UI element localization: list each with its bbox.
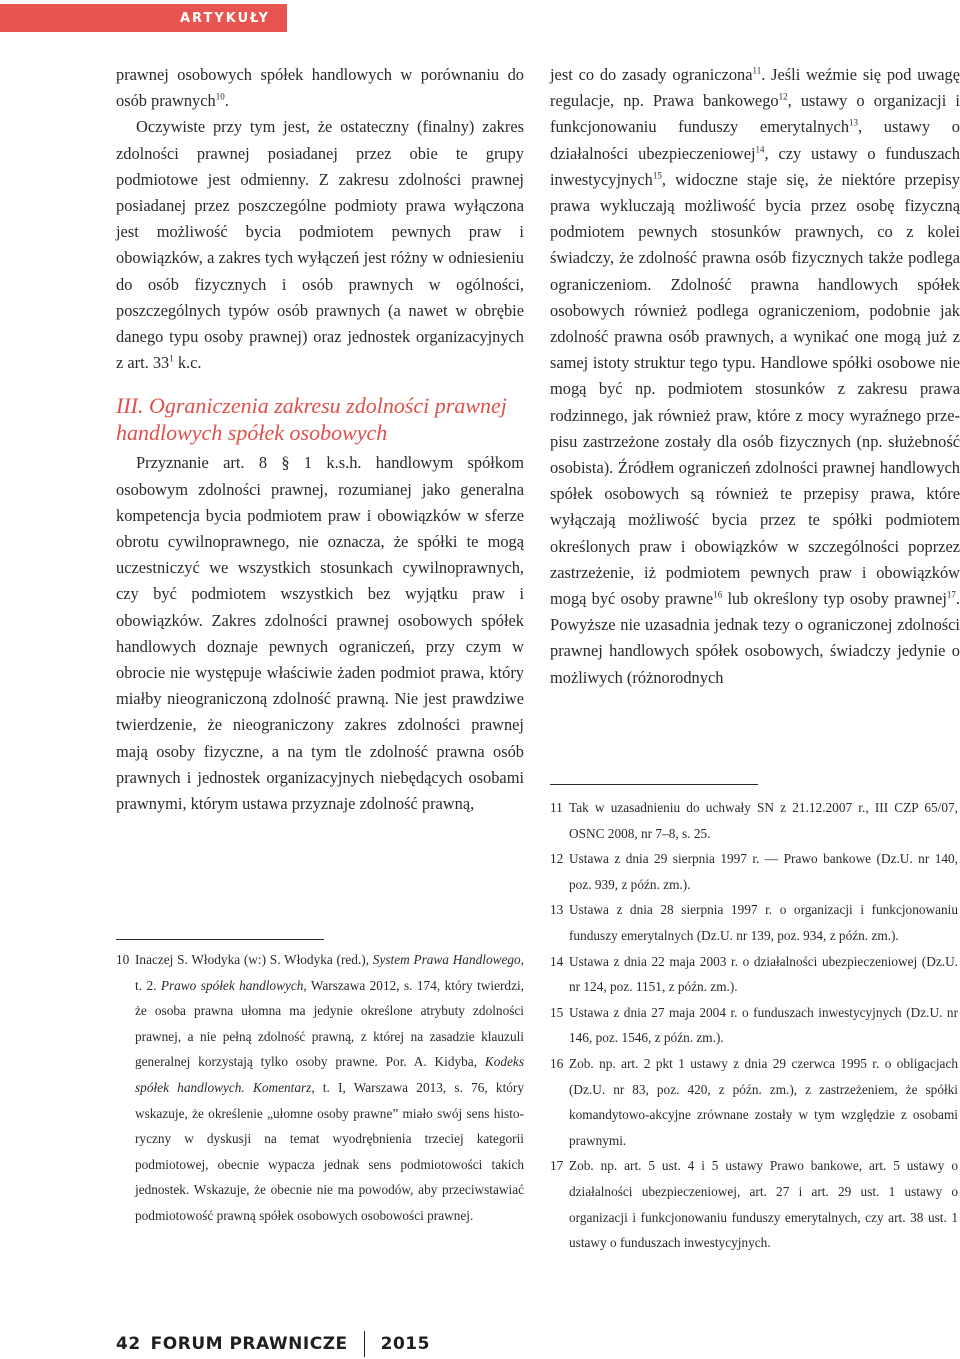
footnote-14: [550, 949, 958, 1000]
right-column: [550, 62, 960, 691]
section-tag: ARTYKUŁY: [0, 4, 287, 32]
footnote-number: 17: [550, 1158, 564, 1174]
footnote-text: Tak w uzasadnieniu do uchwały SN z 21.12.2007 r., III CZP 65/07, OSNC 2008, nr 7–8, s. 25.: [569, 800, 958, 841]
footnote-text: Ustawa z dnia 27 maja 2004 r. o funduszach inwestycyjnych (Dz.U. nr 146, poz. 1546, z późn. zm.).: [569, 1004, 958, 1046]
section-heading: III. Ograniczenia zakresu zdolności prawnej handlowych spółek osobowych: [116, 393, 507, 446]
fn-title: Prawo spółek handlowych: [160, 977, 304, 993]
footer-divider: [364, 1331, 365, 1357]
footnote-divider-right: [550, 784, 758, 785]
paragraph-3: Przyznanie art. 8 § 1 k.s.h. handlowym spółkom osobowym zdolności prawnej, rozumianej jako generalna kompetencja bycia podmiotem praw i obowiązków w sferze obrotu cywilnoprawnego, nie oznacza, że spółki te mogą uczestniczyć we wszystkich stosunkach cywilnoprawnych, czy być podmiotem wszystkich bez wyjątku praw i obowiązków. Zakres zdolności prawnej osobowych spółek handlowych doznaje pewnych ograniczeń, przy czym w obrocie nie występuje właściwie żaden podmiot prawa, który miałby nieograniczoną zdolność prawną. Nie jest prawdziwe twierdzenie, że nieograniczony zakres zdolności prawnej mają osoby fizyczne, a na tym tle zdolność prawna osób prawnych i jednostek organizacyjnych niebędących osobami prawnymi, którym ustawa przyznaje zdolność prawną,: [116, 453, 524, 814]
fn-segment: Inaczej S. Włodyka (w:) S. Włodyka (red.),: [135, 952, 373, 967]
footnote-ref-16[interactable]: 16: [713, 589, 723, 600]
footnote-text: Ustawa z dnia 29 sierpnia 1997 r. — Prawo bankowe (Dz.U. nr 140, poz. 939, z późn. zm.).: [569, 851, 958, 892]
footnote-ref-10[interactable]: 10: [215, 91, 225, 102]
fn-title: Kodeks spółek handlowych. Komentarz: [135, 1054, 524, 1095]
text-segment: lub określony typ osoby prawnej: [722, 589, 947, 609]
footnote-number: 16: [550, 1055, 564, 1071]
footnote-number: 15: [550, 1004, 564, 1020]
paragraph-1: [116, 62, 524, 114]
footnote-12: [550, 846, 958, 897]
fn-segment: , t. 2.: [135, 952, 524, 993]
paragraph-1-end: .: [224, 91, 229, 111]
footnote-ref-14[interactable]: 14: [755, 144, 765, 155]
footnote-text: Ustawa z dnia 28 sierpnia 1997 r. o organizacji i funkcjonowaniu funduszy emerytalnych (Dz.U. nr 139, poz. 934, z późn. zm.).: [569, 902, 958, 943]
footnote-10: [116, 947, 524, 1229]
text-segment: . Powyższe nie uzasadnia jednak tezy o ograniczonej zdolności prawnej handlowych spółek osobowych, świadczy jedynie o możliwych (różnorodnych: [550, 589, 960, 687]
footnote-16: [550, 1051, 958, 1153]
footnote-number: 13: [550, 902, 564, 918]
text-segment: , ustawy o działalności ubezpieczeniowej: [550, 117, 960, 163]
footnote-number: 11: [550, 800, 563, 815]
page-number: 42: [116, 1334, 141, 1354]
footnote-ref-17[interactable]: 17: [946, 589, 956, 600]
text-segment: jest co do zasady ograniczona: [550, 65, 753, 84]
superscript-1: 1: [169, 353, 174, 364]
footnote-text: Ustawa z dnia 22 maja 2003 r. o działalności ubezpieczeniowej (Dz.U. nr 124, poz. 1151, z późn. zm.).: [569, 953, 958, 995]
footnotes-left: [116, 947, 524, 1229]
text-segment: , czy ustawy o funduszach inwestycyjnych: [550, 143, 960, 189]
left-column: [116, 62, 524, 817]
footnote-15: [550, 1000, 958, 1051]
page-footer: [116, 1330, 430, 1358]
text-segment: , widoczne staje się, że niektóre przepisy prawa wykluczają możliwość bycia przez osobę fizyczną podmiotem pewnych stosunków prawnych, co z kolei świadczy, że zdolność prawna osób fizycznych także podlega ograniczeniom. Zdolność prawna handlowych spółek osobowych również podlega ograniczeniom, podobnie jak zdolność prawna osób prawnych, a wynikać one mogą już z samej istoty struktur tego typu. Handlowe spółki osobowe nie mogą być np. podmiotem stosunków z zakresu prawa rodzinnego, jak również praw, które z mocy wyraźnego przepisu zastrzeżone zostały dla osób fizycznych (np. służebność osobista). Źródłem ograniczeń zdolności prawnej handlowych spółek osobowych są również te przepisy prawa, które wyłączają możliwość bycia przez te spółki podmiotem określonych praw i obowiązków w szczególności poprzez zastrzeżenie, iż podmiotem pewnych praw i obowiązków mogą być osoby prawne: [550, 169, 960, 609]
paragraph-2-text: Oczywiste przy tym jest, że ostateczny (finalny) zakres zdolności prawnej posiadanej przez obie te grupy podmiotowe jest odmienny. Z zakresu zdolności prawnej posiadanej przez poszczególne podmioty prawa wyłączona jest możliwość bycia podmiotem pewnych praw i obowiązków, a zakres tych wyłączeń jest różny w odniesieniu do osób fizycznych i osób prawnych w ogólności, poszczególnych typów osób prawnych (a nawet w obrębie danego typu osoby prawnej) oraz jednostek organizacyjnych z art. 33: [116, 117, 524, 373]
paragraph-4: [550, 62, 960, 691]
footnote-number: 14: [550, 953, 564, 969]
journal-name: FORUM PRAWNICZE: [150, 1334, 348, 1354]
footnote-text: Zob. np. art. 5 ust. 4 i 5 ustawy Prawo bankowe, art. 5 ustawy o działalności ubezpieczeniowej, art. 27 i art. 29 ust. 1 ustawy o organizacji i funkcjonowaniu funduszy emerytalnych, czy art. 38 ust. 1 ustawy o funduszach inwestycyjnych.: [569, 1158, 958, 1251]
footnote-13: [550, 897, 958, 948]
footnote-11: [550, 795, 958, 846]
paragraph-2-end: k.c.: [173, 353, 202, 373]
footnote-ref-12[interactable]: 12: [778, 91, 788, 102]
footnote-text: Zob. np. art. 2 pkt 1 ustawy z dnia 29 czerwca 1995 r. o obligacjach (Dz.U. nr 83, poz. 420, z późn. zm.), z zastrzeżeniem, że spółki komandytowo-akcyjne zrównane zostały w tym względzie z osobami prawnymi.: [569, 1055, 958, 1148]
footnote-number: 10: [116, 952, 130, 967]
footnote-17: [550, 1153, 958, 1255]
footnote-number: 12: [550, 851, 564, 867]
journal-year: 2015: [380, 1334, 430, 1354]
footnotes-right: [550, 795, 958, 1256]
paragraph-2: [116, 114, 524, 376]
fn-segment: , t. I, Warszawa 2013, s. 76, który wskazuje, że określenie „ułomne osoby prawne” miało swój sens historyczny w dyskusji na temat wyodrębnienia trzeciej kategorii podmiotowej, obecnie wypacza jednak sens podmiotowości takich jednostek. Wskazuje, że obecnie nie ma powodów, aby przeciwstawiać podmiotowość prawną spółek osobowych osobowości prawnej.: [135, 1079, 525, 1223]
paragraph-1-text: prawnej osobowych spółek handlowych w porównaniu do osób prawnych: [116, 65, 524, 111]
footnote-ref-15[interactable]: 15: [652, 170, 662, 181]
text-segment: , ustawy o organizacji i funkcjonowaniu funduszy emerytalnych: [550, 91, 960, 137]
footnote-divider-left: [116, 939, 324, 940]
footnote-text: [135, 947, 524, 1229]
footnote-ref-11[interactable]: 11: [752, 65, 762, 76]
fn-title: System Prawa Handlowego: [372, 952, 521, 967]
fn-segment: , Warszawa 2012, s. 174, który twierdzi, że osoba prawna ułomna ma jedynie określone atrybuty zdolności prawnej, a nie pełną zdolność prawną, z której na zasadzie klauzuli generalnej korzystają tylko osoby prawne. Por. A. Kidyba,: [135, 977, 524, 1070]
footnote-ref-13[interactable]: 13: [849, 117, 859, 128]
text-segment: . Jeśli weźmie się pod uwagę regulacje, np. Prawa bankowego: [550, 65, 960, 111]
